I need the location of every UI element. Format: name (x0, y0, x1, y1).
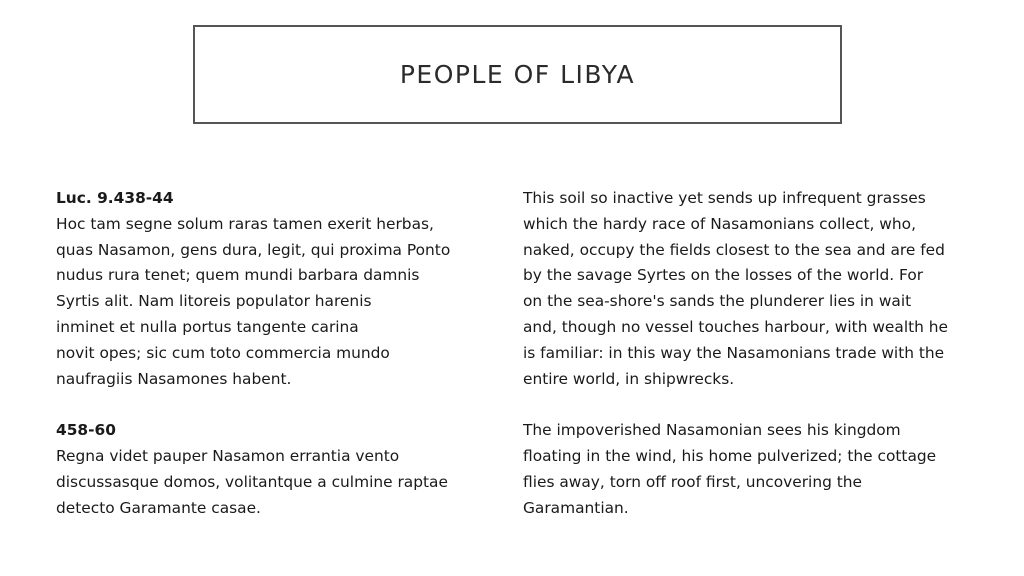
latin-column (56, 186, 506, 521)
latin-line: inminet et nulla portus tangente carina (56, 317, 359, 336)
latin-line: nudus rura tenet; quem mundi barbara damnis (56, 266, 420, 285)
translation-line: floating in the wind, his home pulverized; the cottage (523, 446, 937, 465)
translation-line: This soil so inactive yet sends up infrequent grasses (523, 189, 926, 207)
latin-line: Regna videt pauper Nasamon errantia vento (56, 446, 400, 465)
section-spacer (523, 392, 1003, 418)
translation-line: is familiar: in this way the Nasamonians trade with the (523, 343, 945, 362)
translation-line: on the sea-shore's sands the plunderer lies in wait (523, 292, 912, 311)
translation-line: which the hardy race of Nasamonians collect, who, (523, 214, 916, 233)
translation-line: by the savage Syrtes on the losses of the world. For (523, 266, 924, 285)
translation-line: naked, occupy the fields closest to the sea and are fed (523, 240, 945, 259)
latin-section-1-heading: Luc. 9.438-44 (56, 189, 174, 207)
latin-line: naufragiis Nasamones habent. (56, 369, 292, 388)
slide-title: PEOPLE OF LIBYA (399, 60, 636, 89)
translation-line: flies away, torn off roof first, uncovering the (523, 472, 862, 491)
latin-section-2 (56, 418, 506, 521)
translation-column (523, 186, 1003, 521)
translation-line: entire world, in shipwrecks. (523, 369, 735, 388)
title-box (193, 25, 842, 124)
latin-line: novit opes; sic cum toto commercia mundo (56, 343, 390, 362)
latin-line: detecto Garamante casae. (56, 498, 261, 517)
latin-line: discussasque domos, volitantque a culmine raptae (56, 472, 448, 491)
latin-line: Syrtis alit. Nam litoreis populator harenis (56, 292, 372, 311)
translation-line: Garamantian. (523, 498, 629, 517)
section-spacer (56, 392, 506, 418)
latin-line: quas Nasamon, gens dura, legit, qui proxima Ponto (56, 240, 451, 259)
translation-line: The impoverished Nasamonian sees his kingdom (523, 421, 901, 440)
translation-line: and, though no vessel touches harbour, with wealth he (523, 317, 949, 336)
translation-section-2 (523, 418, 1003, 521)
latin-section-1 (56, 186, 506, 392)
translation-section-1 (523, 186, 1003, 392)
latin-section-2-heading: 458-60 (56, 421, 116, 440)
latin-line: Hoc tam segne solum raras tamen exerit herbas, (56, 214, 434, 233)
